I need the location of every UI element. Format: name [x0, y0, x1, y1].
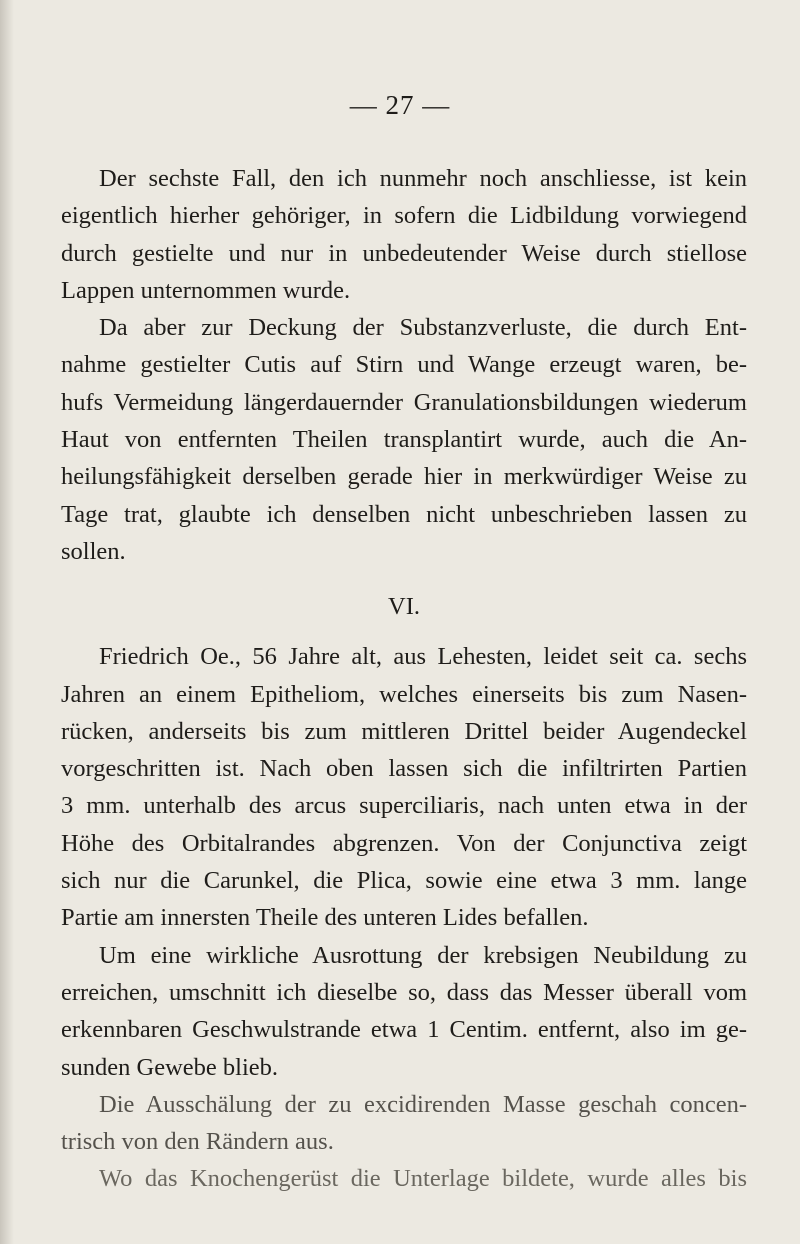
- text-line: Da aber zur Deckung der Substanzverluste, die durch Ent-: [99, 314, 747, 342]
- text-line: 3 mm. unterhalb des arcus superciliaris, nach unten etwa in der: [61, 792, 747, 820]
- text-line: Haut von entfernten Theilen transplantirt wurde, auch die An-: [61, 426, 747, 454]
- page-edge-shadow: [0, 0, 14, 1244]
- text-line: hufs Vermeidung längerdauernder Granulationsbildungen wiederum: [61, 388, 747, 416]
- text-line: Höhe des Orbitalrandes abgrenzen. Von der Conjunctiva zeigt: [61, 829, 747, 857]
- paragraph-4: [61, 937, 747, 1086]
- body-text: [61, 160, 747, 1198]
- text-line: sunden Gewebe blieb.: [61, 1053, 279, 1081]
- paragraph-2: [61, 309, 747, 570]
- text-line: eigentlich hierher gehöriger, in sofern die Lidbildung vorwiegend: [61, 202, 747, 230]
- text-line: Partie am innersten Theile des unteren Lides befallen.: [61, 904, 589, 932]
- text-line: Jahren an einem Epitheliom, welches einerseits bis zum Nasen-: [61, 680, 747, 708]
- text-line: sollen.: [61, 537, 126, 565]
- paragraph-3: [61, 638, 747, 936]
- text-line: nahme gestielter Cutis auf Stirn und Wange erzeugt waren, be-: [61, 351, 747, 379]
- text-line: durch gestielte und nur in unbedeutender Weise durch stiellose: [61, 239, 747, 267]
- text-line: Wo das Knochengerüst die Unterlage bildete, wurde alles bis: [99, 1165, 747, 1193]
- text-line: Lappen unternommen wurde.: [61, 276, 351, 304]
- text-line: Der sechste Fall, den ich nunmehr noch anschliesse, ist kein: [99, 165, 747, 192]
- text-line: vorgeschritten ist. Nach oben lassen sich die infiltrirten Partien: [61, 755, 747, 783]
- text-line: rücken, anderseits bis zum mittleren Drittel beider Augendeckel: [61, 717, 747, 745]
- text-line: Die Ausschälung der zu excidirenden Masse geschah concen-: [99, 1090, 747, 1118]
- text-line: Tage trat, glaubte ich denselben nicht unbeschrieben lassen zu: [61, 500, 747, 528]
- text-line: Um eine wirkliche Ausrottung der krebsigen Neubildung zu: [99, 941, 747, 969]
- page-number: — 27 —: [349, 90, 451, 120]
- paragraph-6: [61, 1160, 747, 1197]
- text-line: heilungsfähigkeit derselben gerade hier in merkwürdiger Weise zu: [61, 463, 747, 491]
- section-heading: VI.: [388, 593, 420, 621]
- paragraph-5: [61, 1086, 747, 1161]
- text-line: erkennbaren Geschwulstrande etwa 1 Centim. entfernt, also im ge-: [61, 1016, 747, 1044]
- text-line: trisch von den Rändern aus.: [61, 1128, 334, 1156]
- text-line: sich nur die Carunkel, die Plica, sowie eine etwa 3 mm. lange: [61, 867, 747, 895]
- text-line: Friedrich Oe., 56 Jahre alt, aus Lehesten, leidet seit ca. sechs: [99, 643, 747, 671]
- paragraph-1: [61, 160, 747, 309]
- text-line: erreichen, umschnitt ich dieselbe so, dass das Messer überall vom: [61, 978, 747, 1006]
